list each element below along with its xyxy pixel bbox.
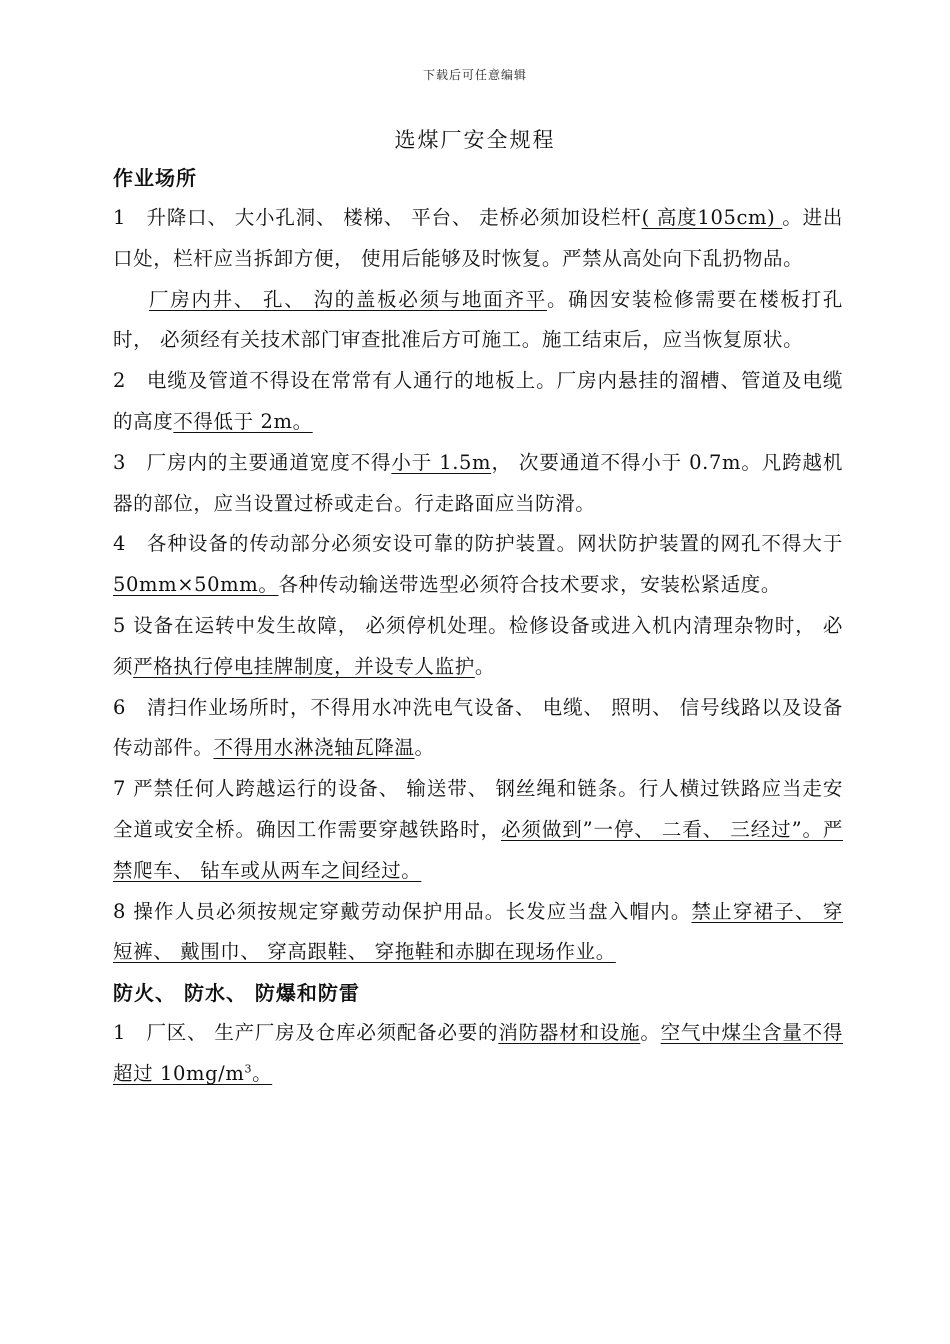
paragraph-7 [113,769,843,891]
text: 3 厂房内的主要通道宽度不得 [113,450,392,474]
text: ， 次要通道不得小于 0.7m。凡跨越机器的部位，应当设置过桥或走台。行走路面应当防滑。 [113,450,843,515]
underlined-text: 厂房内井、 孔、 沟的盖板必须与地面齐平 [149,287,547,311]
text: 1 厂区、 生产厂房及仓库必须配备必要的 [113,1021,499,1045]
section-heading-workplace: 作业场所 [113,166,197,190]
underlined-text: 严格执行停电挂牌制度，并设专人监护 [133,654,475,678]
superscript: 3 [244,1062,253,1076]
text: 。 [474,654,495,678]
text: 6 清扫作业场所时，不得用水冲洗电气设备、 电缆、 照明、 信号线路以及设备传动部件。 [113,695,843,760]
underlined-text: 不得低于 2m。 [173,409,313,433]
text: 1 升降口、 大小孔洞、 楼梯、 平台、 走桥必须加设栏杆 [113,206,642,229]
text: 2 电缆及管道不得设在常常有人通行的地板上。厂房内悬挂的溜槽、管道及电缆的高度 [113,369,843,433]
paragraph-4 [113,524,843,606]
paragraph-fire-1 [113,1013,843,1095]
paragraph-1 [113,198,843,280]
text: 。 [414,736,435,760]
text: 。确因安装检修需要在楼板打孔时， 必须经有关技术部门审查批准后方可施工。施工结束后，应当恢复原状。 [113,287,843,352]
text: 5 设备在运转中发生故障， 必须停机处理。检修设备或进入机内清理杂物时， 必须 [113,613,843,678]
text: 4 各种设备的传动部分必须安设可靠的防护装置。网状防护装置的网孔不得大于 [113,532,843,556]
underlined-text: ( 高度105cm) [641,206,783,229]
underlined-text: 小于 1.5m [391,450,492,474]
paragraph-2 [113,361,843,443]
document-body [113,158,843,1095]
text: 空气中煤尘含量不得超过 10mg/m [113,1021,843,1085]
document-title: 选煤厂安全规程 [394,128,556,152]
text: 。 [640,1021,661,1045]
paragraph-3 [113,443,843,525]
text: 。进出口处，栏杆应当拆卸方便， 使用后能够及时恢复。严禁从高处向下乱扔物品。 [113,206,843,270]
paragraph-6 [113,688,843,770]
text: 。 [252,1061,273,1085]
section-heading-fire-safety: 防火、 防水、 防爆和防雷 [113,981,360,1006]
underlined-text: 消防器材和设施 [498,1021,641,1045]
underlined-text: 50mm×50mm。 [113,573,279,597]
underlined-text: 禁止穿裙子、 穿短裤、 戴围巾、 穿高跟鞋、 穿拖鞋和赤脚在现场作业。 [113,899,843,964]
text: 8 操作人员必须按规定穿戴劳动保护用品。长发应当盘入帽内。 [113,899,692,923]
text: 7 严禁任何人跨越运行的设备、 输送带、 钢丝绳和链条。行人横过铁路应当走安全道或安全桥。确因工作需要穿越铁路时， [113,777,843,841]
text: 各种传动输送带选型必须符合技术要求，安装松紧适度。 [278,573,781,597]
underlined-text: 必须做到”一停、 二看、 三经过”。严禁爬车、 钻车或从两车之间经过。 [113,817,843,882]
paragraph-5 [113,606,843,688]
underlined-text: 不得用水淋浇轴瓦降温 [213,736,415,760]
paragraph-8 [113,892,843,974]
paragraph-1b [113,280,843,362]
page-header: 下载后可任意编辑 [422,68,527,82]
